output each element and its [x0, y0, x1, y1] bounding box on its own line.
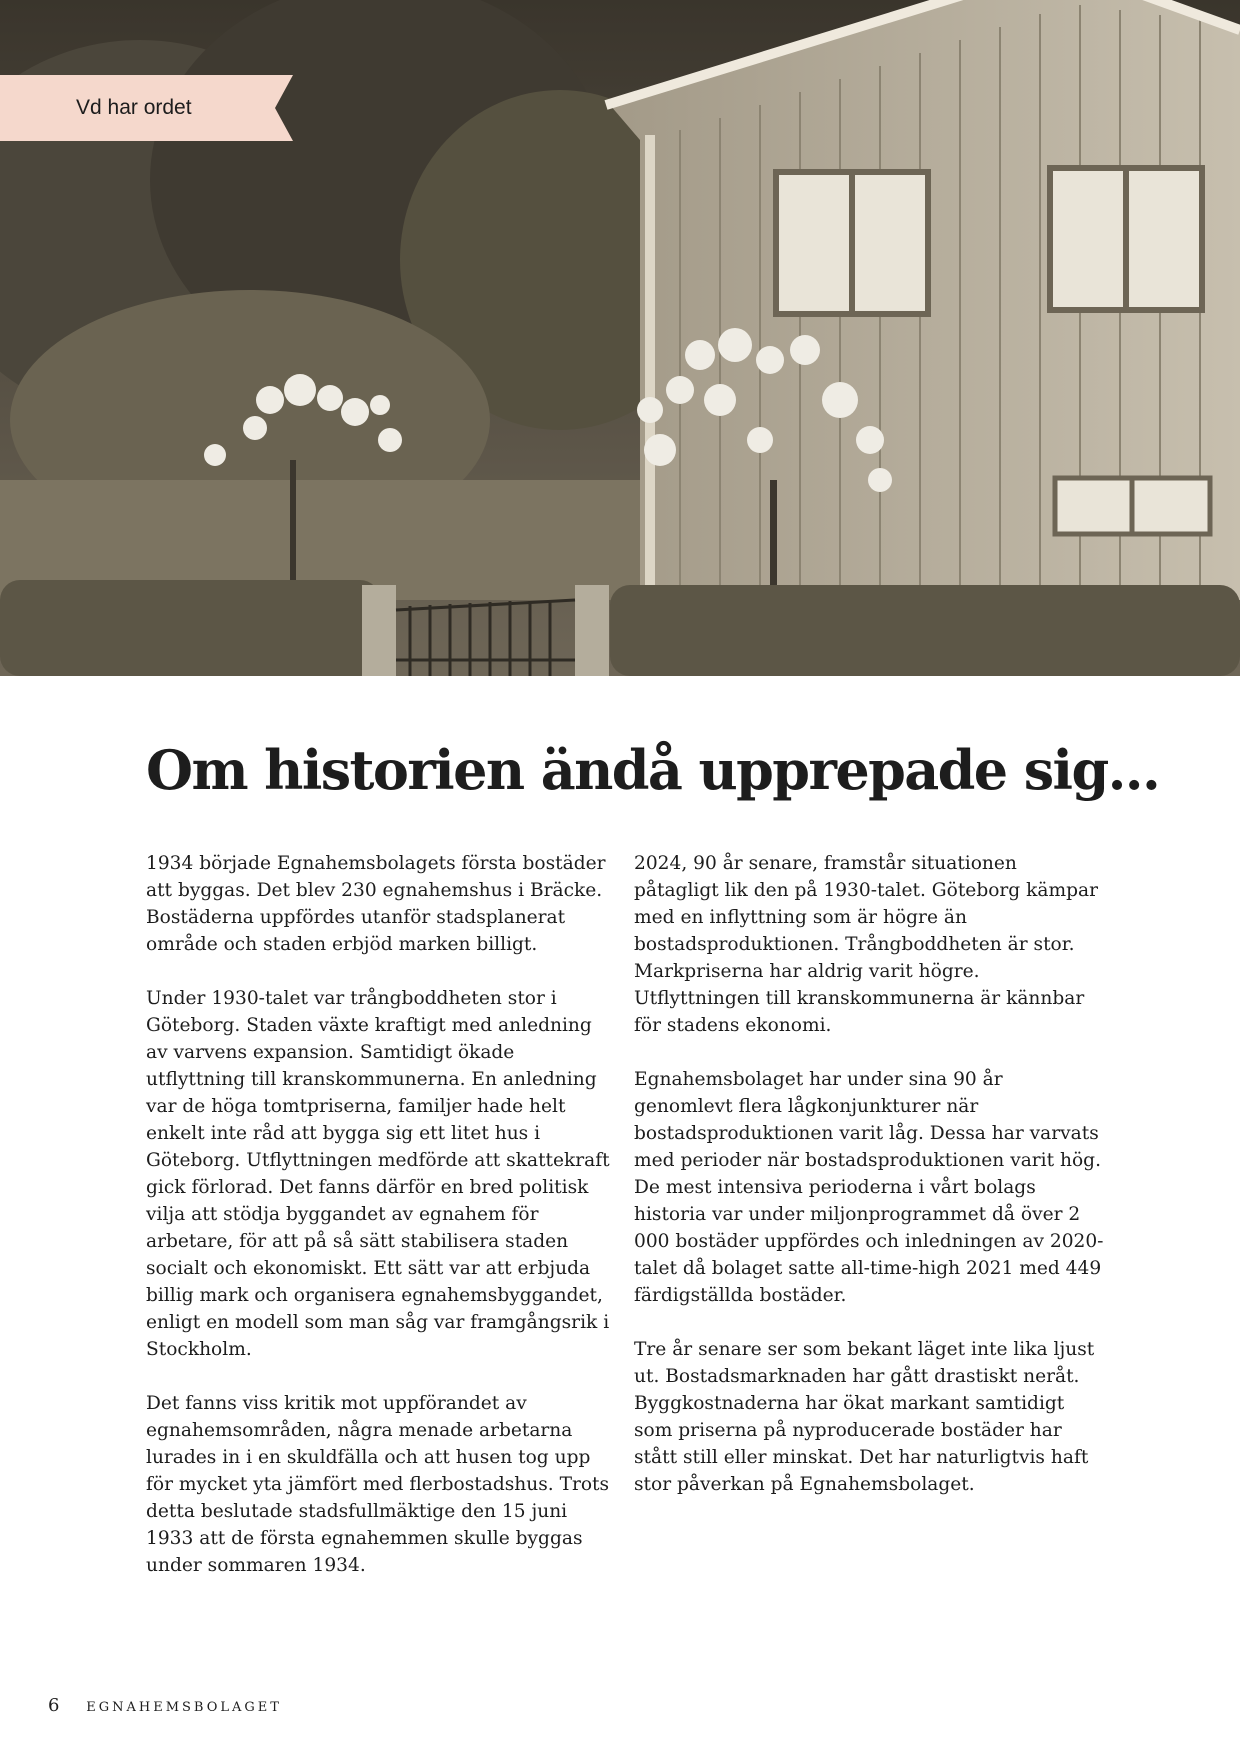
article-right-column — [634, 850, 1104, 1525]
page-footer — [48, 1694, 282, 1718]
section-tag-label: Vd har ordet — [76, 96, 192, 119]
article-paragraph: Egnahemsbolaget har under sina 90 år genomlevt flera lågkonjunkturer när bostadsproduktionen varit låg. Dessa har varvats med perioder när bostadsproduktionen varit hög. De mest intensiva perioderna i vårt bolags historia var under miljonprogrammet då över 2 000 bostäder uppfördes och inledningen av 2020-talet då bolaget satte all-time-high 2021 med 449 färdigställda bostäder. — [634, 1069, 1104, 1306]
article-left-column — [146, 850, 616, 1606]
article-paragraph: Det fanns viss kritik mot uppförandet av egnahemsområden, några menade arbetarna lurades in i en skuldfälla och att husen tog upp för mycket yta jämfört med flerbostadshus. Trots detta beslutade stadsfullmäktige den 15 juni 1933 att de första egnahemmen skulle byggas under sommaren 1934. — [146, 1393, 610, 1576]
article-paragraph: Tre år senare ser som bekant läget inte lika ljust ut. Bostadsmarknaden har gått drastiskt neråt. Byggkostnaderna har ökat markant samtidigt som priserna på nyproducerade bostäder har stått still eller minskat. Det har naturligtvis haft stor påverkan på Egnahemsbolaget. — [634, 1339, 1095, 1495]
section-tag — [0, 75, 305, 141]
article-paragraph: Under 1930-talet var trångboddheten stor i Göteborg. Staden växte kraftigt med anledning av varvens expansion. Samtidigt ökade utflyttning till kranskommunerna. En anledning var de höga tomtpriserna, familjer hade helt enkelt inte råd att bygga sig ett litet hus i Göteborg. Utflyttningen medförde att skattekraft gick förlorad. Det fanns därför en bred politisk vilja att stödja byggandet av egnahem för arbetare, för att på så sätt stabilisera staden socialt och ekonomiskt. Ett sätt var att erbjuda billig mark och organisera egnahemsbyggandet, enligt en modell som man såg var framgångsrik i Stockholm. — [146, 988, 610, 1360]
footer-brand: EGNAHEMSBOLAGET — [86, 1700, 282, 1715]
article-title: Om historien ändå upprepade sig... — [146, 738, 1160, 802]
article-paragraph: 1934 började Egnahemsbolagets första bostäder att byggas. Det blev 230 egnahemshus i Bräcke. Bostäderna uppfördes utanför stadsplanerat område och staden erbjöd marken billigt. — [146, 853, 606, 955]
page-number: 6 — [48, 1695, 60, 1716]
article-paragraph: 2024, 90 år senare, framstår situationen påtagligt lik den på 1930-talet. Göteborg kämpar med en inflyttning som är högre än bostadsproduktionen. Trångboddheten är stor. Markpriserna har aldrig varit högre. Utflyttningen till kranskommunerna är kännbar för stadens ekonomi. — [634, 853, 1098, 1036]
